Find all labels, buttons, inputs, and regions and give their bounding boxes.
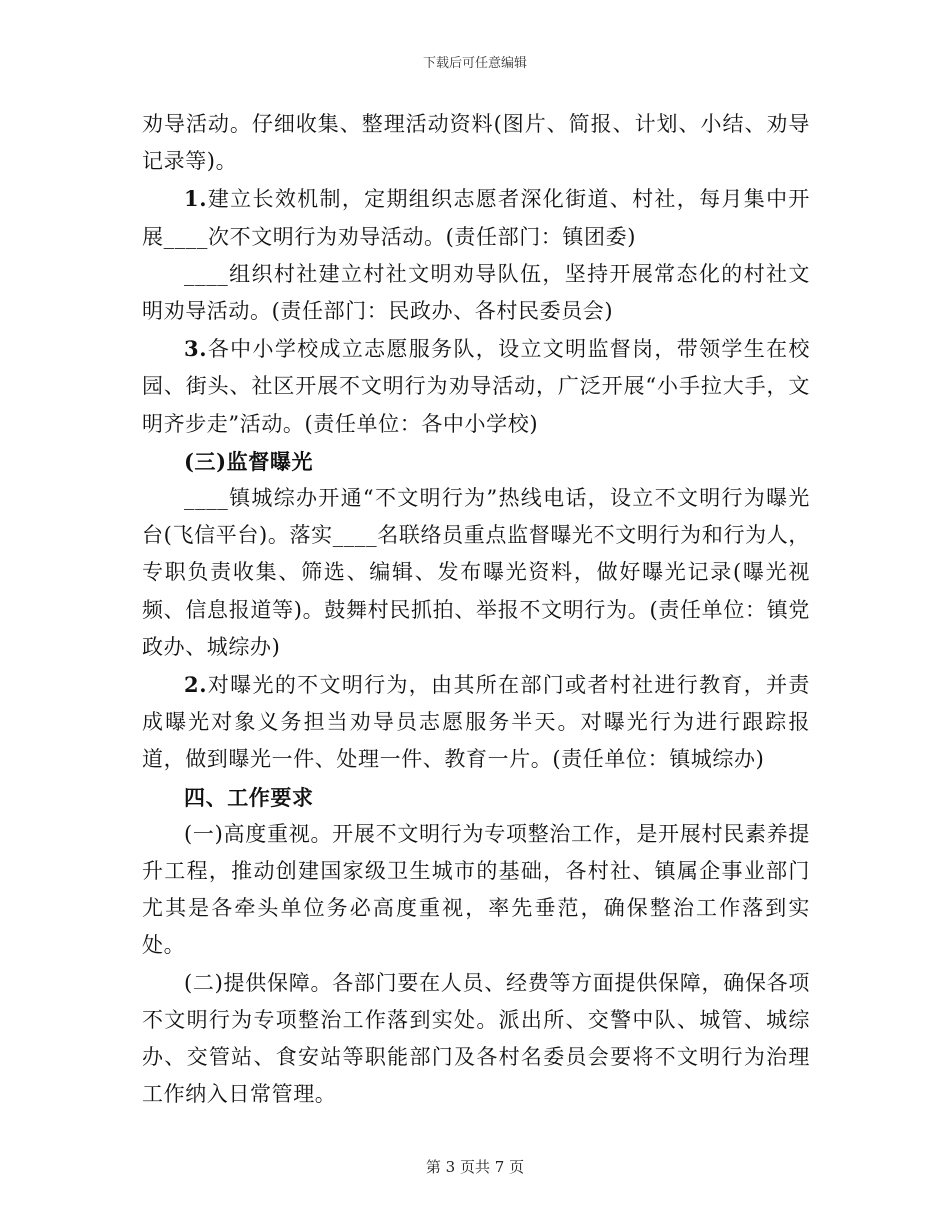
list-number: 1. <box>184 186 208 212</box>
paragraph-text: 对曝光的不文明行为，由其所在部门或者村社进行教育，并责成曝光对象义务担当劝导员志愿服务半天。对曝光行为进行跟踪报道，做到曝光一件、处理一件、教育一片。(责任单位：镇城综办) <box>142 673 810 772</box>
paragraph-text: 各中小学校成立志愿服务队，设立文明监督岗，带领学生在校园、街头、社区开展不文明行为劝导活动，广泛开展“小手拉大手，文明齐步走”活动。(责任单位：各中小学校) <box>142 337 810 436</box>
section-heading-supervision <box>142 443 810 480</box>
list-item-2 <box>142 256 810 330</box>
paragraph-text: (二)提供保障。各部门要在人员、经费等方面提供保障，确保各项不文明行为专项整治工作落到实处。派出所、交警中队、城管、城综办、交管站、食安站等职能部门及各村名委员会要将不文明行为治理工作纳入日常管理。 <box>142 970 810 1107</box>
list-number: 3. <box>184 336 208 362</box>
paragraph-text: ____组织村社建立村社文明劝导队伍，坚持开展常态化的村社文明劝导活动。(责任部门：民政办、各村民委员会) <box>142 261 810 324</box>
page-header: 下载后可任意编辑 <box>422 56 527 71</box>
list-item-1 <box>142 180 810 255</box>
paragraph-text: 建立长效机制，定期组织志愿者深化街道、村社，每月集中开展____次不文明行为劝导活动。(责任部门：镇团委) <box>142 187 810 249</box>
paragraph-text: ____镇城综办开通“不文明行为”热线电话，设立不文明行为曝光台(飞信平台)。落实____名联络员重点监督曝光不文明行为和行为人，专职负责收集、筛选、编辑、发布曝光资料，做好曝光记录(曝光视频、信息报道等)。鼓舞村民抓拍、举报不文明行为。(责任单位：镇党政办、城综办) <box>142 486 810 659</box>
paragraph-continuation <box>142 106 810 180</box>
section-heading-requirements <box>142 779 810 816</box>
list-item-3 <box>142 330 810 443</box>
page-footer: 第 3 页共 7 页 <box>425 1158 525 1176</box>
list-item-education <box>142 666 810 779</box>
requirement-support <box>142 965 810 1114</box>
paragraph-text: 劝导活动。仔细收集、整理活动资料(图片、简报、计划、小结、劝导记录等)。 <box>142 112 810 174</box>
list-item-hotline <box>142 480 810 666</box>
heading-text: 四、工作要求 <box>184 784 314 810</box>
paragraph-text: (一)高度重视。开展不文明行为专项整治工作，是开展村民素养提升工程，推动创建国家级卫生城市的基础，各村社、镇属企事业部门尤其是各牵头单位务必高度重视，率先垂范，确保整治工作落到实处。 <box>142 821 810 958</box>
requirement-attention <box>142 816 810 965</box>
document-body <box>142 106 810 1113</box>
list-number: 2. <box>184 672 208 698</box>
heading-text: (三)监督曝光 <box>184 448 314 474</box>
